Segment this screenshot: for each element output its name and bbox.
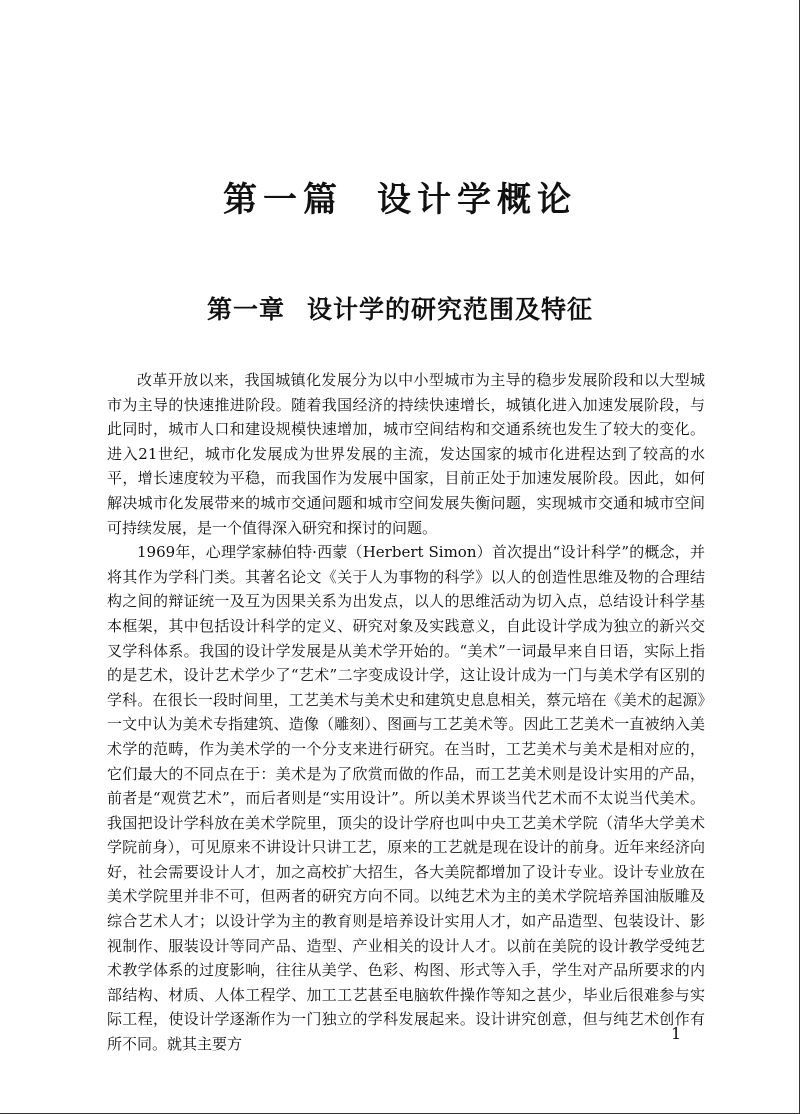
- chapter-label: 第一章: [206, 295, 285, 324]
- part-label: 第一篇: [223, 180, 343, 220]
- paragraph: 改革开放以来，我国城镇化发展分为以中小型城市为主导的稳步发展阶段和以大型城市为主导的快速推进阶段。随着我国经济的持续快速增长，城镇化进入加速发展阶段，与此同时，城市人口和建设规模快速增加，城市空间结构和交通系统也发生了较大的变化。进入21世纪，城市化发展成为世界发展的主流，发达国家的城市化进程达到了较高的水平，增长速度较为平稳，而我国作为发展中国家，目前正处于加速发展阶段。因此，如何解决城市化发展带来的城市交通问题和城市空间发展失衡问题，实现城市交通和城市空间可持续发展，是一个值得深入研究和探讨的问题。: [107, 371, 705, 537]
- paragraph: 1969年，心理学家赫伯特·西蒙（Herbert Simon）首次提出“设计科学”的概念，并将其作为学科门类。其著名论文《关于人为事物的科学》以人的创造性思维及物的合理结构之间的辩证统一及互为因果关系为出发点，以人的思维活动为切入点，总结设计科学基本框架，其中包括设计科学的定义、研究对象及实践意义，自此设计学成为独立的新兴交叉学科体系。我国的设计学发展是从美术学开始的。“美术”一词最早来自日语，实际上指的是艺术，设计艺术学少了“艺术”二字变成设计学，这让设计成为一门与美术学有区别的学科。在很长一段时间里，工艺美术与美术史和建筑史息息相关，蔡元培在《美术的起源》一文中认为美术专指建筑、造像（雕刻）、图画与工艺美术等。因此工艺美术一直被纳入美术学的范畴，作为美术学的一个分支来进行研究。在当时，工艺美术与美术是相对应的，它们最大的不同点在于：美术是为了欣赏而做的作品，而工艺美术则是设计实用的产品，前者是“观赏艺术”，而后者则是“实用设计”。所以美术界谈当代艺术而不太说当代美术。我国把设计学科放在美术学院里，顶尖的设计学府也叫中央工艺美术学院（清华大学美术学院前身），可见原来不讲设计只讲工艺，原来的工艺就是现在设计的前身。近年来经济向好，社会需要设计人才，加之高校扩大招生，各大美院都增加了设计专业。设计专业放在美术学院里并非不可，但两者的研究方向不同。以纯艺术为主的美术学院培养国油版雕及综合艺术人才；以设计学为主的教育则是培养设计实用人才，如产品造型、包装设计、影视制作、服装设计等同产品、造型、产业相关的设计人才。以前在美院的设计教学受纯艺术教学体系的过度影响，往往从美学、色彩、构图、形式等入手，学生对产品所要求的内部结构、材质、人体工程学、加工工艺甚至电脑软件操作等知之甚少，毕业后很难参与实际工程，使设计学逐渐作为一门独立的学科发展起来。设计讲究创意，但与纯艺术创作有所不同。就其主要方: [107, 543, 705, 1054]
- chapter-title: [0, 290, 800, 326]
- chapter-name: 设计学的研究范围及特征: [307, 295, 594, 324]
- part-name: 设计学概论: [377, 180, 577, 220]
- body-text: [107, 368, 705, 1057]
- part-title: [0, 172, 800, 221]
- page-number: 1: [671, 1024, 682, 1043]
